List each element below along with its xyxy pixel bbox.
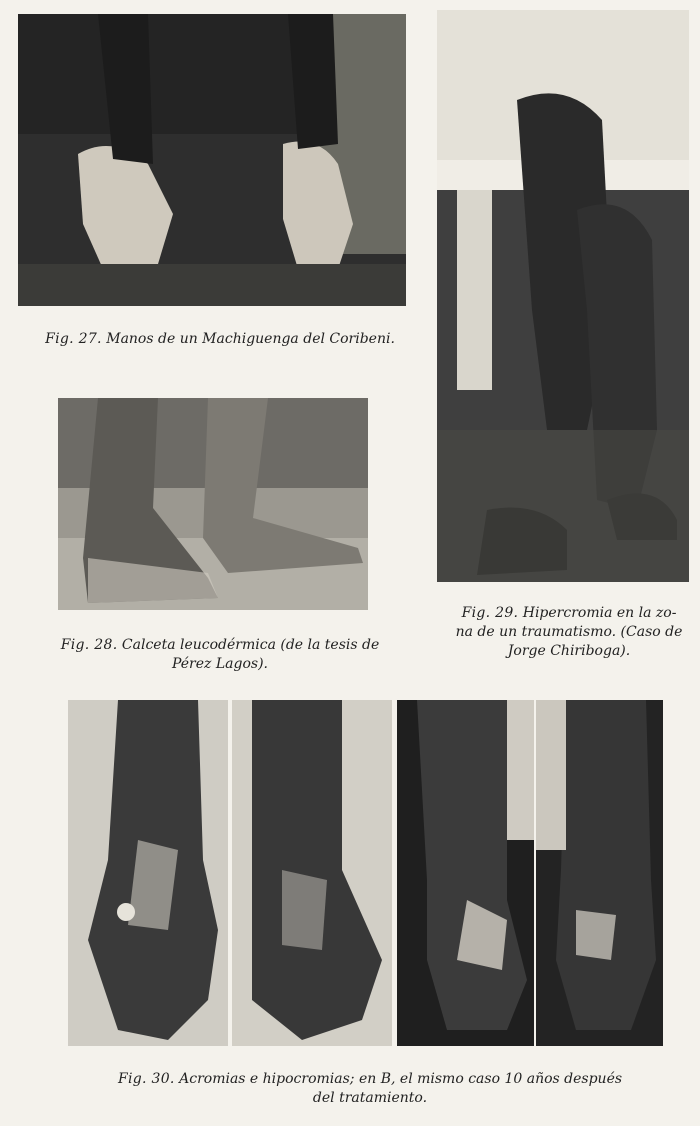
fig27-text: Manos de un Machiguenga del Coribeni. (106, 331, 395, 347)
fig29-line3: Jorge Chiriboga). (507, 643, 631, 659)
fig30-number: Fig. 30. (117, 1071, 175, 1087)
fig29-caption (438, 604, 700, 661)
fig29-line1: Hipercromia en la zo- (522, 605, 677, 621)
fig30-text2: del tratamiento. (312, 1090, 428, 1106)
fig29-number: Fig. 29. (461, 605, 519, 621)
fig29-photo (437, 10, 689, 582)
fig30-photo-a1 (68, 700, 228, 1046)
fig28-text: Calceta leucodérmica (de la tesis de Pérez Lagos). (121, 637, 380, 672)
fig28-number: Fig. 28. (60, 637, 118, 653)
fig30-photo-a2 (232, 700, 392, 1046)
fig27-number: Fig. 27. (45, 331, 102, 347)
fig30-photo-b2 (536, 700, 663, 1046)
fig29-line2: na de un traumatismo. (Caso de (455, 624, 683, 640)
fig30-photo-b1 (397, 700, 534, 1046)
fig30-text: Acromias e hipocromias; en B, el mismo caso 10 años después (179, 1071, 623, 1087)
fig28-photo (58, 398, 368, 610)
fig27-photo (18, 14, 406, 306)
fig30-caption (60, 1070, 680, 1108)
fig28-caption (60, 636, 380, 674)
fig27-caption (40, 330, 400, 349)
